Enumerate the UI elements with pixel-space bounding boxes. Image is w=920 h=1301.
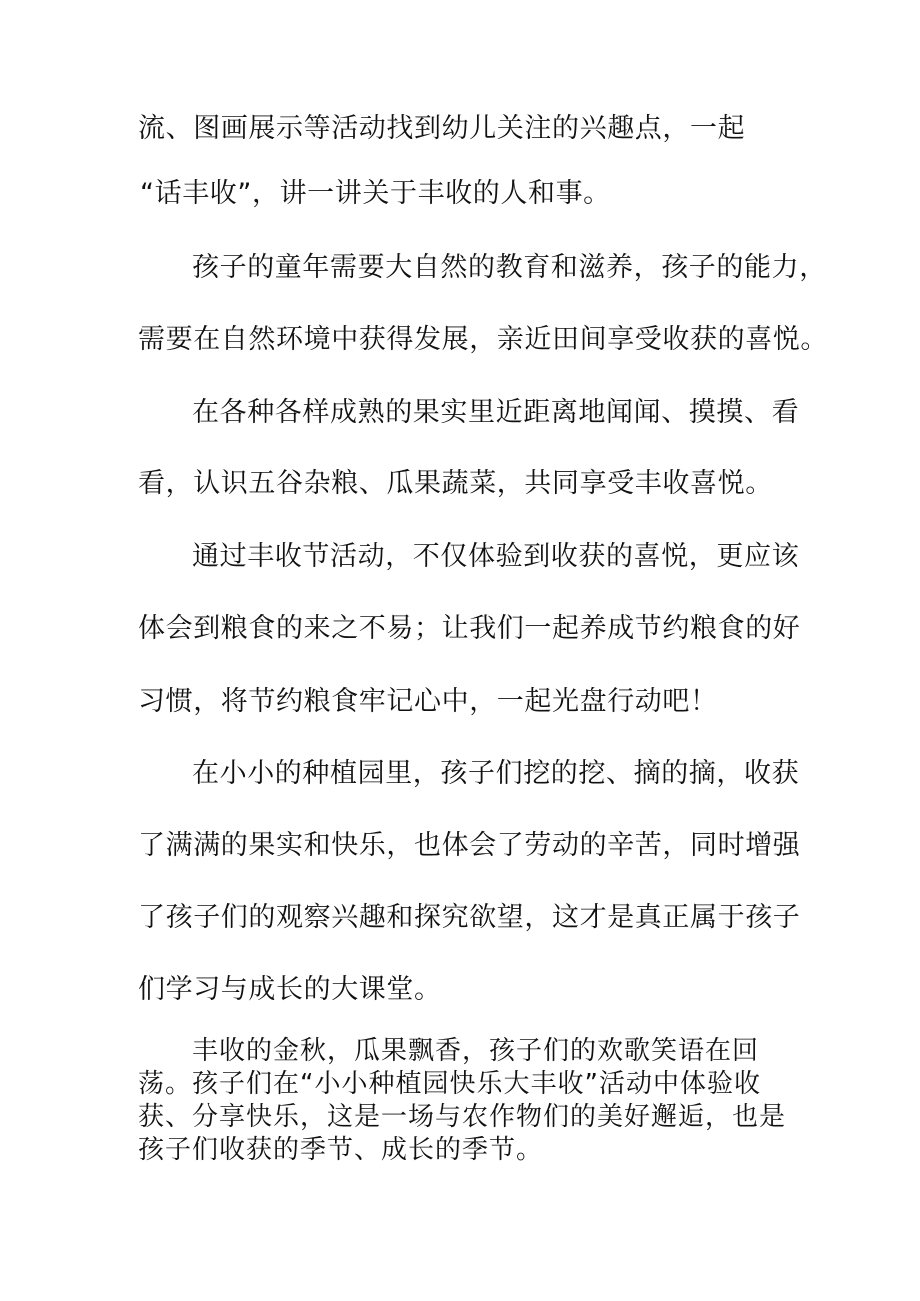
paragraph-line: 了孩子们的观察兴趣和探究欲望，这才是真正属于孩子	[138, 902, 801, 933]
paragraph-line: 获、分享快乐，这是一场与农作物们的美好邂逅，也是	[138, 1102, 787, 1132]
paragraph-line: 丰收的金秋，瓜果飘香，孩子们的欢歌笑语在回	[192, 1036, 760, 1066]
paragraph-line: 了满满的果实和快乐，也体会了劳动的辛苦，同时增强	[138, 830, 801, 861]
paragraph-line: 看，认识五谷杂粮、瓜果蔬菜，共同享受丰收喜悦。	[138, 468, 773, 499]
paragraph-line: 体会到粮食的来之不易；让我们一起养成节约粮食的好	[138, 613, 801, 644]
paragraph-line: 荡。孩子们在“小小种植园快乐大丰收”活动中体验收	[138, 1069, 761, 1099]
paragraph-line: 在小小的种植园里，孩子们挖的挖、摘的摘，收获	[192, 758, 800, 789]
paragraph-line: 流、图画展示等活动找到幼儿关注的兴趣点，一起	[138, 113, 746, 144]
paragraph-line: 习惯，将节约粮食牢记心中，一起光盘行动吧！	[138, 686, 718, 717]
paragraph-line: 需要在自然环境中获得发展，亲近田间享受收获的喜悦。	[138, 324, 828, 355]
paragraph-line: 通过丰收节活动，不仅体验到收获的喜悦，更应该	[192, 541, 800, 572]
paragraph-line: 孩子们收获的季节、成长的季节。	[138, 1135, 544, 1165]
paragraph-line: 孩子的童年需要大自然的教育和滋养，孩子的能力，	[192, 252, 827, 283]
paragraph-line: 在各种各样成熟的果实里近距离地闻闻、摸摸、看	[192, 397, 800, 428]
paragraph-line: “话丰收”，讲一讲关于丰收的人和事。	[140, 178, 611, 209]
paragraph-line: 们学习与成长的大课堂。	[138, 974, 442, 1005]
